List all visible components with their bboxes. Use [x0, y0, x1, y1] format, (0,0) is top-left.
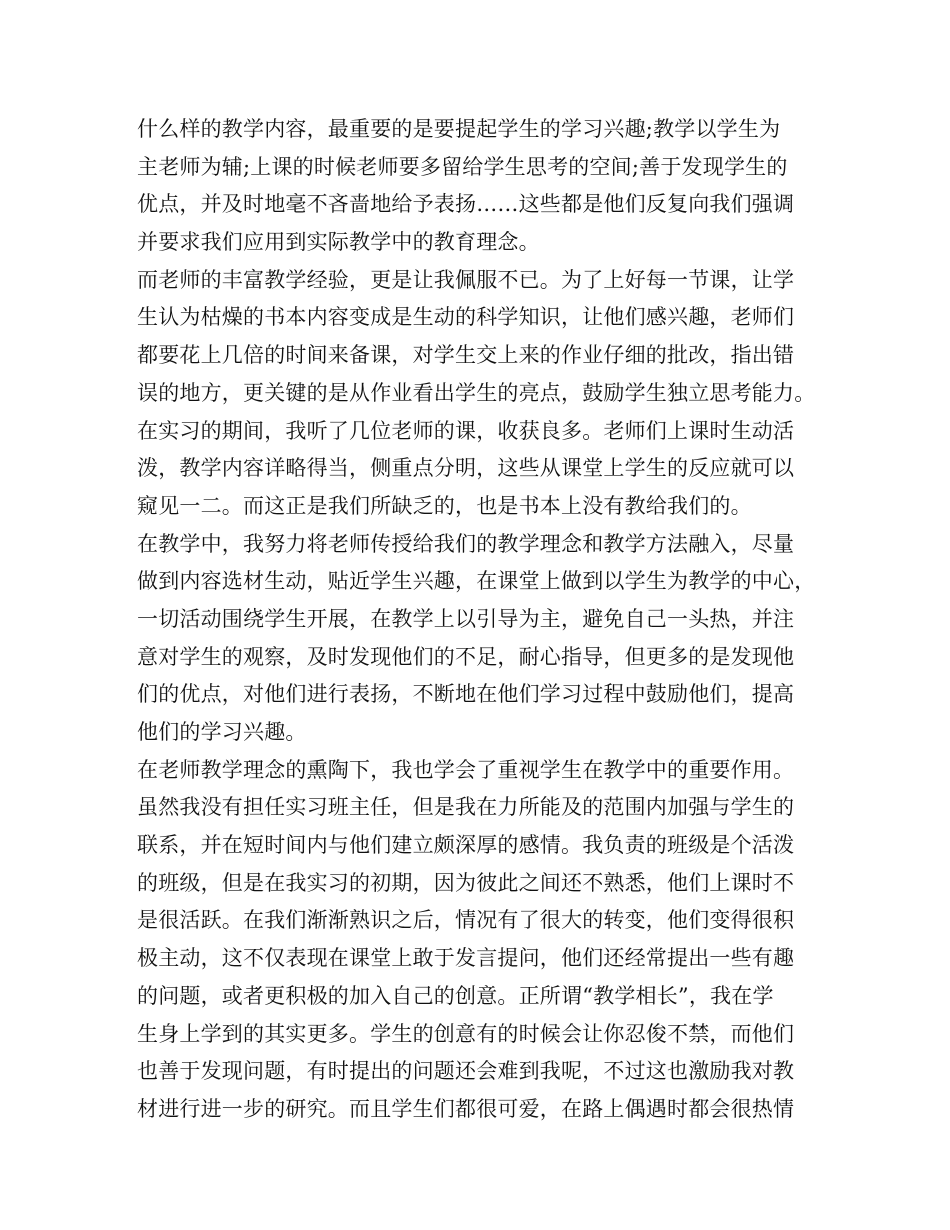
- text-line: 联系，并在短时间内与他们建立颇深厚的感情。我负责的班级是个活泼: [137, 833, 795, 858]
- text-line: 在老师教学理念的熏陶下，我也学会了重视学生在教学中的重要作用。: [137, 757, 795, 782]
- text-line: 什么样的教学内容，最重要的是要提起学生的学习兴趣;教学以学生为: [137, 117, 781, 141]
- text-line: 并要求我们应用到实际教学中的教育理念。: [137, 230, 540, 255]
- text-line: 主老师为辅;上课的时候老师要多留给学生思考的空间;善于发现学生的: [137, 154, 788, 179]
- text-line: 在实习的期间，我听了几位老师的课，收获良多。老师们上课时生动活: [137, 418, 795, 443]
- text-line: 们的优点，对他们进行表扬，不断地在他们学习过程中鼓励他们，提高: [137, 682, 795, 707]
- text-line: 优点，并及时地毫不吝啬地给予表扬……这些都是他们反复向我们强调: [137, 192, 795, 217]
- text-line: 极主动，这不仅表现在课堂上敢于发言提问，他们还经常提出一些有趣: [137, 946, 795, 971]
- text-line: 一切活动围绕学生开展，在教学上以引导为主，避免自己一头热，并注: [137, 606, 795, 631]
- text-line: 泼，教学内容详略得当，侧重点分明，这些从课堂上学生的反应就可以: [137, 456, 795, 481]
- text-line: 虽然我没有担任实习班主任，但是我在力所能及的范围内加强与学生的: [137, 795, 795, 820]
- text-line: 生认为枯燥的书本内容变成是生动的科学知识，让他们感兴趣，老师们: [137, 305, 795, 330]
- text-line: 是很活跃。在我们渐渐熟识之后，情况有了很大的转变，他们变得很积: [137, 908, 795, 933]
- body-text: [137, 111, 837, 1129]
- text-line: 生身上学到的其实更多。学生的创意有的时候会让你忍俊不禁，而他们: [137, 1021, 795, 1046]
- text-line: 意对学生的观察，及时发现他们的不足，耐心指导，但更多的是发现他: [137, 644, 795, 669]
- text-line: 误的地方，更关键的是从作业看出学生的亮点，鼓励学生独立思考能力。: [137, 380, 816, 405]
- text-line: 在教学中，我努力将老师传授给我们的教学理念和教学方法融入，尽量: [137, 531, 795, 556]
- text-line: 都要花上几倍的时间来备课，对学生交上来的作业仔细的批改，指出错: [137, 343, 795, 368]
- text-line: 而老师的丰富教学经验，更是让我佩服不已。为了上好每一节课，让学: [137, 267, 795, 292]
- text-line: 材进行进一步的研究。而且学生们都很可爱，在路上偶遇时都会很热情: [137, 1096, 795, 1121]
- text-line: 做到内容选材生动，贴近学生兴趣，在课堂上做到以学生为教学的中心，: [137, 569, 816, 594]
- text-line: 窥见一二。而这正是我们所缺乏的，也是书本上没有教给我们的。: [137, 493, 752, 518]
- text-line: 也善于发现问题，有时提出的问题还会难到我呢，不过这也激励我对教: [137, 1059, 795, 1084]
- text-line: 的问题，或者更积极的加入自己的创意。正所谓“教学相长”，我在学: [137, 983, 774, 1008]
- text-line: 的班级，但是在我实习的初期，因为彼此之间还不熟悉，他们上课时不: [137, 870, 795, 895]
- text-line: 他们的学习兴趣。: [137, 720, 307, 744]
